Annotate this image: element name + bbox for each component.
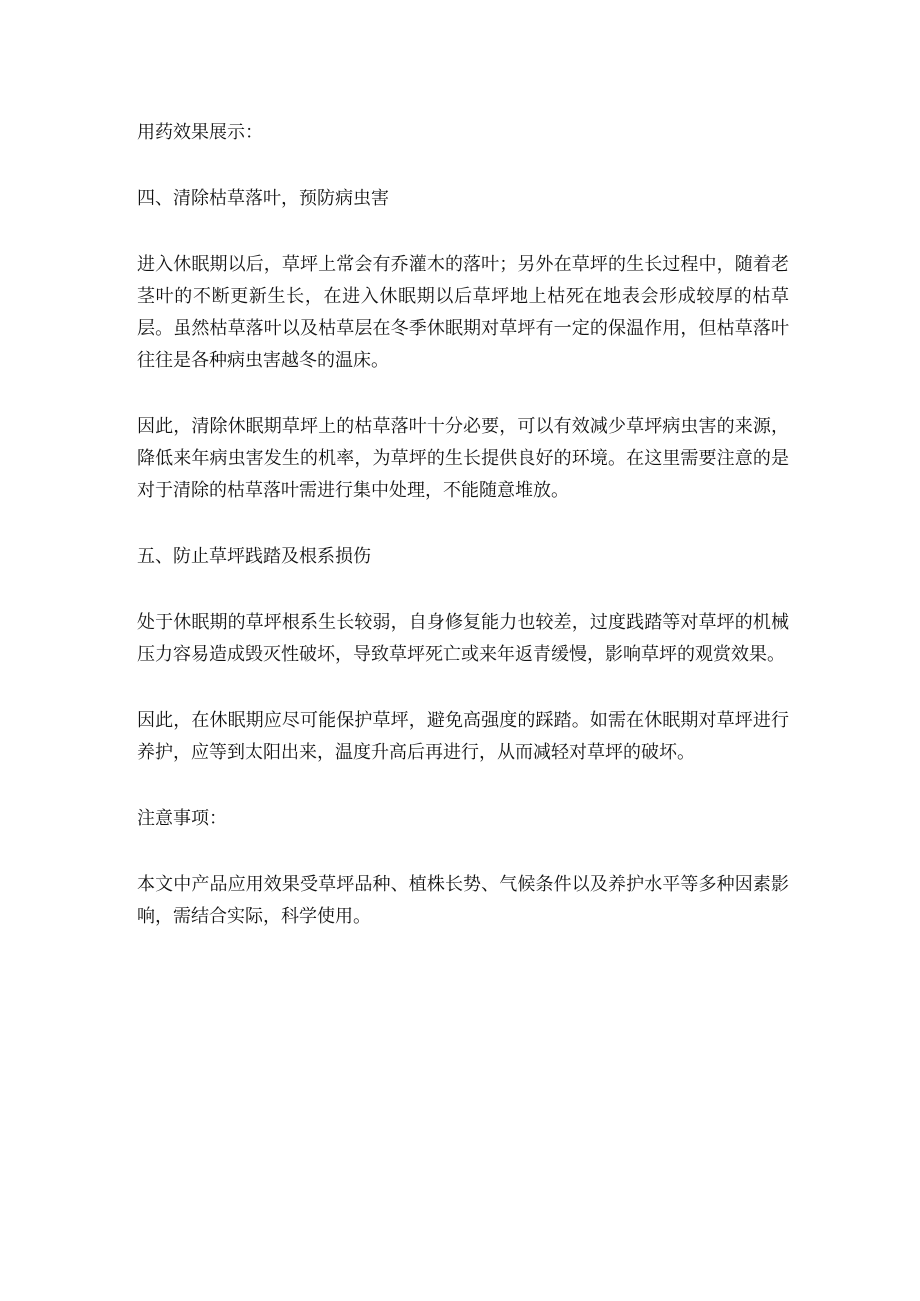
notes-heading: 注意事项：: [137, 808, 227, 829]
section4-heading: 四、清除枯草落叶，预防病虫害: [137, 188, 389, 209]
section4-paragraph-2: 因此，清除休眠期草坪上的枯草落叶十分必要，可以有效减少草坪病虫害的来源，降低来年病虫害发生的机率，为草坪的生长提供良好的环境。在这里需要注意的是对于清除的枯草落叶需进行集中处理，不能随意堆放。: [137, 416, 789, 501]
effect-label: 用药效果展示：: [137, 122, 263, 143]
section5-paragraph-1: 处于休眠期的草坪根系生长较弱，自身修复能力也较差，过度践踏等对草坪的机械压力容易造成毁灭性破坏，导致草坪死亡或来年返青缓慢，影响草坪的观赏效果。: [137, 612, 789, 665]
section5-paragraph-2: 因此，在休眠期应尽可能保护草坪，避免高强度的踩踏。如需在休眠期对草坪进行养护，应等到太阳出来，温度升高后再进行，从而减轻对草坪的破坏。: [137, 710, 789, 763]
notes-paragraph: 本文中产品应用效果受草坪品种、植株长势、气候条件以及养护水平等多种因素影响，需结合实际，科学使用。: [137, 874, 789, 927]
document-page: [137, 117, 789, 933]
section4-paragraph-1: 进入休眠期以后，草坪上常会有乔灌木的落叶；另外在草坪的生长过程中，随着老茎叶的不断更新生长，在进入休眠期以后草坪地上枯死在地表会形成较厚的枯草层。虽然枯草落叶以及枯草层在冬季休眠期对草坪有一定的保温作用，但枯草落叶往往是各种病虫害越冬的温床。: [137, 254, 789, 371]
section5-heading: 五、防止草坪践踏及根系损伤: [137, 546, 371, 567]
